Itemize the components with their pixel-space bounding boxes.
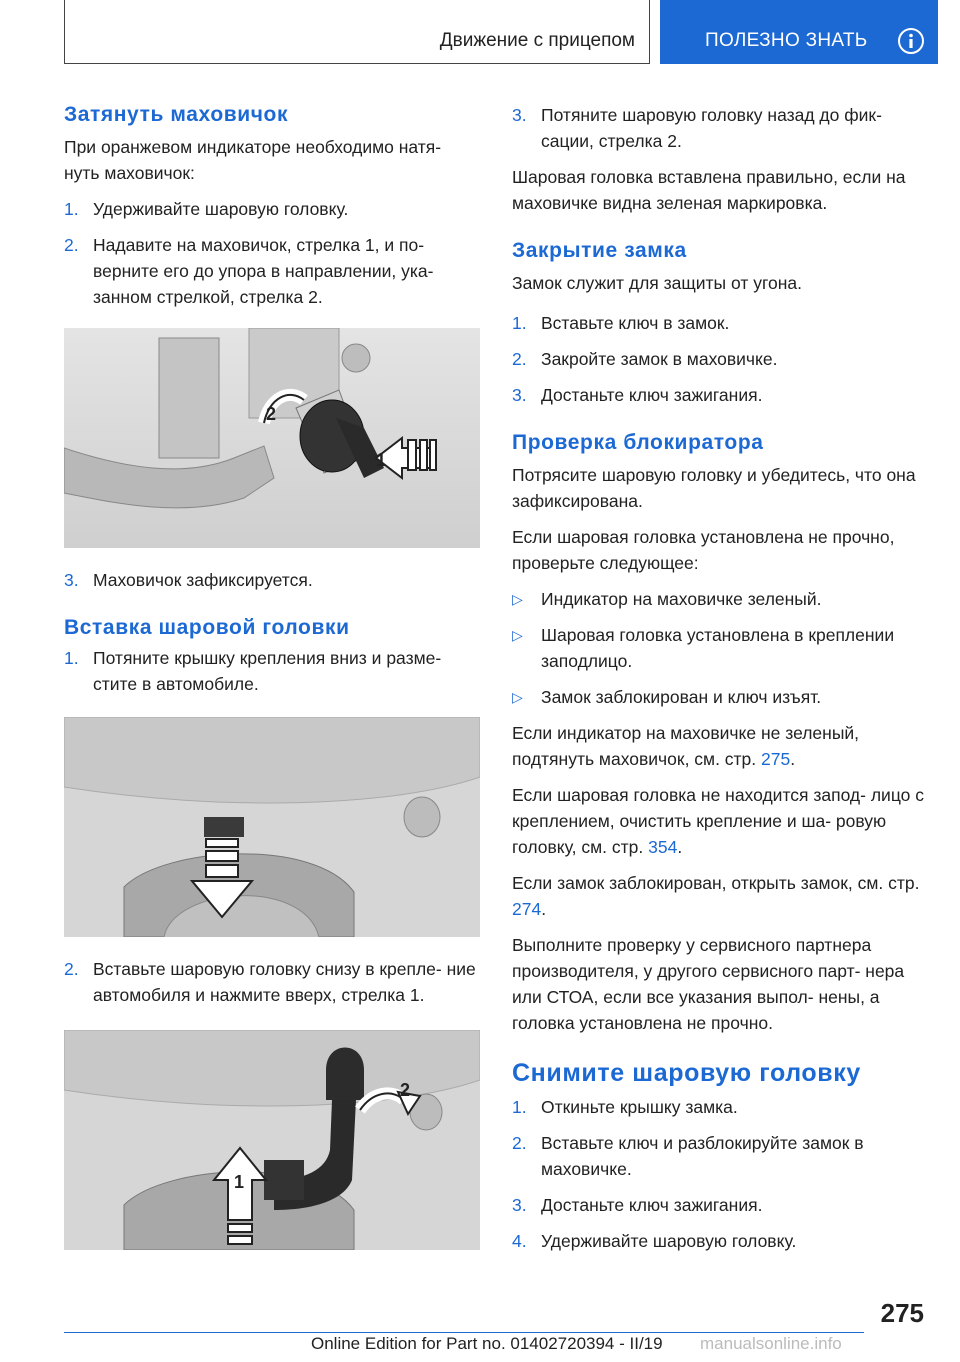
step-text: Достаньте ключ зажигания.: [541, 1195, 763, 1215]
page-number: 275: [880, 1298, 924, 1328]
paragraph: Если шаровая головка установлена не прочно, проверьте следующее:: [512, 527, 895, 573]
paragraph-text: Если замок заблокирован, открыть замок, см. стр.: [512, 873, 920, 893]
list-item: [512, 1094, 928, 1120]
info-icon: [897, 27, 925, 55]
heading-tighten-handwheel: Затянуть маховичок: [64, 103, 289, 126]
list-item: [512, 586, 928, 612]
paragraph-end: .: [541, 899, 547, 919]
watermark-text: manualsonline.info: [700, 1334, 842, 1353]
bullet-marker: ▷: [512, 689, 523, 705]
step-number: 1.: [512, 1097, 527, 1117]
list-item: [512, 310, 928, 336]
step-number: 1.: [64, 648, 79, 668]
list-item: [512, 382, 928, 408]
paragraph: [512, 782, 928, 860]
page-link[interactable]: 274: [512, 899, 542, 919]
list-item: [64, 196, 480, 222]
list-item: [512, 102, 928, 154]
step-text: Вставьте ключ в замок.: [541, 313, 730, 333]
page-link[interactable]: 354: [648, 837, 678, 857]
bullet-text: Шаровая головка установлена в креплении заподлицо.: [541, 625, 895, 671]
step-text: Закройте замок в маховичке.: [541, 349, 778, 369]
step-text: Откиньте крышку замка.: [541, 1097, 738, 1117]
step-text: Вставьте шаровую головку снизу в крепле- ние автомобиля и нажмите вверх, стрелка 1.: [93, 959, 476, 1005]
header-chapter-title: ПОЛЕЗНО ЗНАТЬ: [705, 30, 868, 51]
paragraph: Выполните проверку у сервисного партнера производителя, у другого сервисного парт- нера или СТОА, если все указания выпол- нены, а головка установлена не прочно.: [512, 935, 905, 1033]
paragraph: Замок служит для защиты от угона.: [512, 273, 802, 293]
figure-bumper-cover: [64, 717, 480, 937]
edition-text: Online Edition for Part no. 01402720394 - II/19: [311, 1334, 663, 1353]
paragraph-end: .: [790, 749, 796, 769]
step-number: 3.: [64, 570, 79, 590]
figure-label: 2: [266, 404, 277, 424]
step-number: 2.: [512, 349, 527, 369]
header-section-title: Движение с прицепом: [439, 30, 635, 51]
left-column: [64, 100, 480, 1259]
page-link[interactable]: 275: [761, 749, 791, 769]
step-number: 2.: [64, 959, 79, 979]
list-item: [64, 645, 480, 697]
paragraph-end: .: [677, 837, 683, 857]
paragraph: При оранжевом индикаторе необходимо натя- нуть маховичок:: [64, 137, 442, 183]
step-text: Маховичок зафиксируется.: [93, 570, 313, 590]
header-chapter-tab[interactable]: [660, 0, 938, 64]
figure-label: 1: [234, 1172, 245, 1192]
step-text: Потяните крышку крепления вниз и разме- стите в автомобиле.: [93, 648, 442, 694]
bullet-marker: ▷: [512, 591, 523, 607]
step-number: 4.: [512, 1231, 527, 1251]
step-number: 3.: [512, 1195, 527, 1215]
figure-label: 1: [376, 450, 387, 470]
step-number: 2.: [512, 1133, 527, 1153]
paragraph: Шаровая головка вставлена правильно, если на маховичке видна зеленая маркировка.: [512, 167, 906, 213]
step-number: 3.: [512, 105, 527, 125]
paragraph-text: Если шаровая головка не находится запод- лицо с креплением, очистить крепление и ша- ровую головку, см. стр.: [512, 785, 924, 857]
paragraph: Потрясите шаровую головку и убедитесь, что она зафиксирована.: [512, 465, 916, 511]
step-text: Удерживайте шаровую головку.: [93, 199, 349, 219]
paragraph: [512, 870, 928, 922]
list-item: [512, 346, 928, 372]
figure-ball-head-insert: [64, 1030, 480, 1250]
list-item: [64, 232, 480, 310]
step-number: 1.: [512, 313, 527, 333]
bullet-text: Замок заблокирован и ключ изъят.: [541, 687, 822, 707]
step-text: Вставьте ключ и разблокируйте замок в маховичке.: [541, 1133, 864, 1179]
bullet-text: Индикатор на маховичке зеленый.: [541, 589, 822, 609]
figure-label: 2: [400, 1080, 411, 1100]
header-section-box: [64, 0, 650, 64]
step-text: Надавите на маховичок, стрелка 1, и по- верните его до упора в направлении, ука- занном стрелкой, стрелка 2.: [93, 235, 434, 307]
step-number: 3.: [512, 385, 527, 405]
heading-lock-closing: Закрытие замка: [512, 239, 687, 262]
list-item: [512, 1192, 928, 1218]
bullet-marker: ▷: [512, 627, 523, 643]
list-item: [512, 684, 928, 710]
list-item: [512, 622, 928, 674]
list-item: [64, 567, 480, 593]
footer-divider: [64, 1332, 864, 1333]
list-item: [512, 1130, 928, 1182]
step-text: Достаньте ключ зажигания.: [541, 385, 763, 405]
heading-insert-ball-head: Вставка шаровой головки: [64, 616, 350, 639]
list-item: [512, 1228, 928, 1254]
heading-lock-check: Проверка блокиратора: [512, 431, 764, 454]
paragraph: [512, 720, 928, 772]
right-column: [512, 100, 928, 1254]
heading-remove-ball-head: Снимите шаровую головку: [512, 1059, 861, 1087]
step-number: 2.: [64, 235, 79, 255]
paragraph-text: Если индикатор на маховичке не зеленый, подтянуть маховичок, см. стр.: [512, 723, 860, 769]
step-text: Потяните шаровую головку назад до фик- сации, стрелка 2.: [541, 105, 882, 151]
step-text: Удерживайте шаровую головку.: [541, 1231, 797, 1251]
step-number: 1.: [64, 199, 79, 219]
figure-handwheel: [64, 328, 480, 548]
list-item: [64, 956, 480, 1008]
